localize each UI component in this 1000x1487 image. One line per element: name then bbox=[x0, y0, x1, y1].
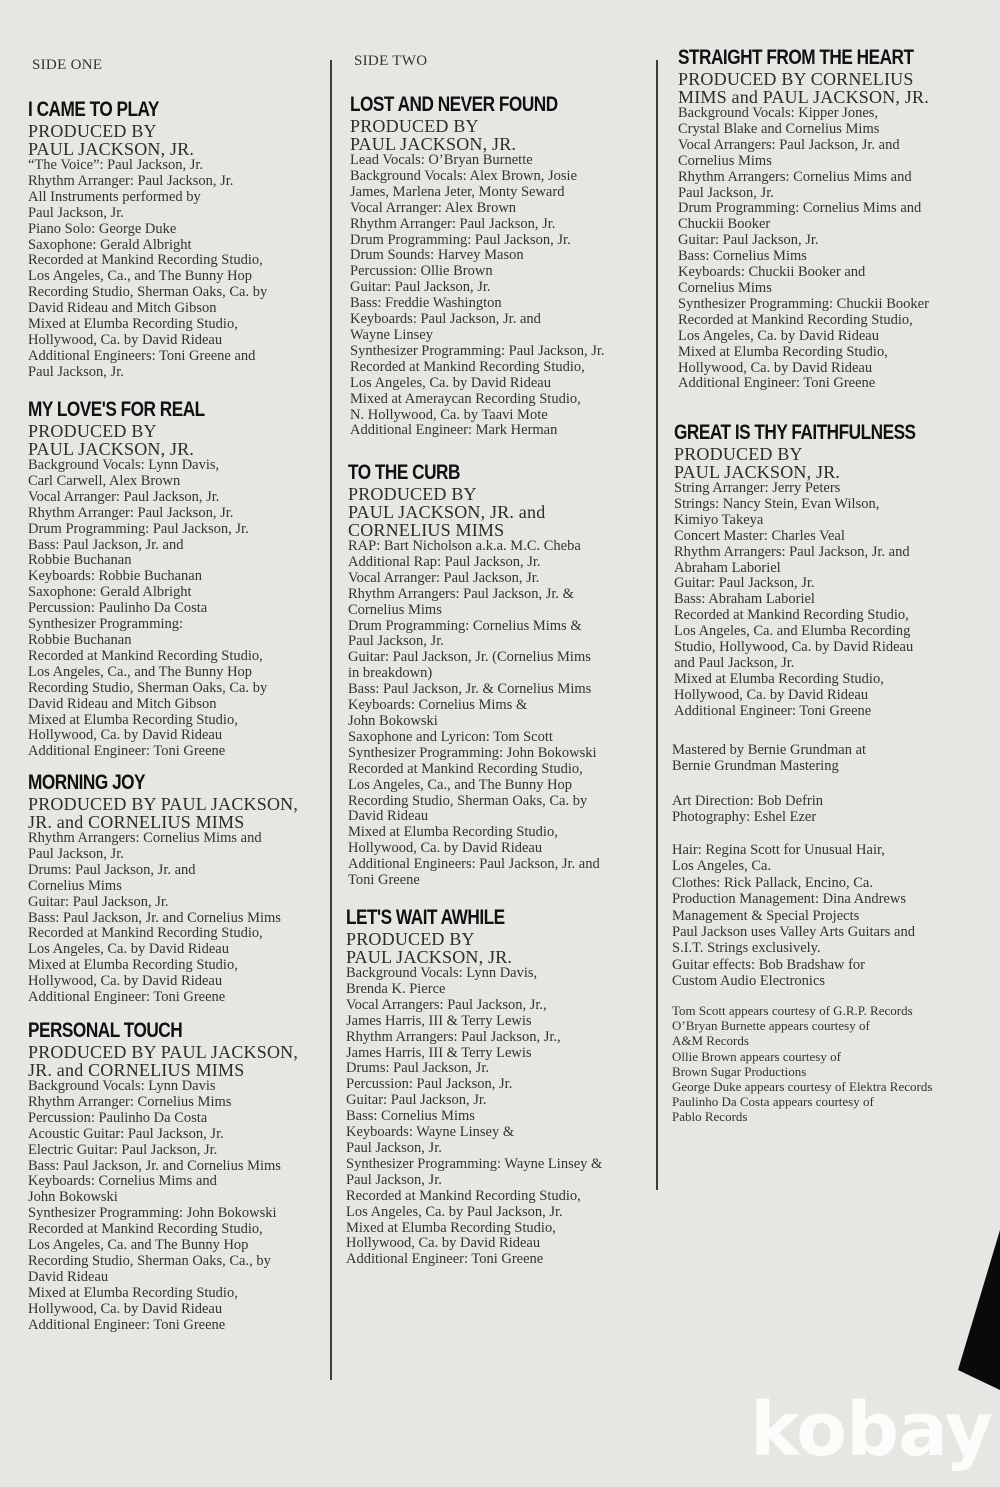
credit-line: Recorded at Mankind Recording Studio, bbox=[28, 252, 263, 269]
credit-line: Guitar: Paul Jackson, Jr. bbox=[678, 232, 819, 249]
credit-line: Bass: Paul Jackson, Jr. and bbox=[28, 536, 184, 553]
credit-line: Percussion: Paulinho Da Costa bbox=[28, 1109, 208, 1126]
producer-line: CORNELIUS MIMS bbox=[348, 520, 505, 540]
credit-line: Recorded at Mankind Recording Studio, bbox=[28, 925, 263, 942]
credit-line: Guitar: Paul Jackson, Jr. bbox=[28, 893, 169, 910]
credit-line: Synthesizer Programming: Wayne Linsey & bbox=[346, 1155, 603, 1172]
credit-line: Paul Jackson, Jr. bbox=[28, 363, 124, 380]
credit-line: Acoustic Guitar: Paul Jackson, Jr. bbox=[28, 1125, 224, 1142]
credit-line: in breakdown) bbox=[348, 665, 433, 682]
credit-line: Bass: Abraham Laboriel bbox=[674, 591, 815, 608]
credit-line: Hollywood, Ca. by David Rideau bbox=[678, 359, 873, 376]
producer-line: MIMS and PAUL JACKSON, JR. bbox=[678, 87, 929, 107]
credit-line: A&M Records bbox=[672, 1033, 749, 1049]
record-edge-shape bbox=[958, 1230, 1000, 1390]
credit-line: Rhythm Arrangers: Cornelius Mims and bbox=[678, 168, 912, 185]
producer-line: JR. and CORNELIUS MIMS bbox=[28, 1060, 245, 1080]
credit-line: Recording Studio, Sherman Oaks, Ca. by bbox=[28, 284, 268, 301]
producer-line: PRODUCED BY bbox=[674, 444, 803, 464]
credit-line: Vocal Arrangers: Paul Jackson, Jr. and bbox=[678, 136, 900, 153]
credit-line: Cornelius Mims bbox=[678, 279, 772, 296]
credit-line: Hollywood, Ca. by David Rideau bbox=[674, 686, 869, 703]
producer-line: PAUL JACKSON, JR. and bbox=[348, 502, 546, 522]
credit-line: Electric Guitar: Paul Jackson, Jr. bbox=[28, 1141, 218, 1158]
credit-line: Cornelius Mims bbox=[678, 152, 772, 169]
credit-line: Mixed at Elumba Recording Studio, bbox=[28, 1284, 238, 1301]
credit-line: Additional Engineers: Toni Greene and bbox=[28, 347, 256, 364]
credit-line: Additional Engineer: Toni Greene bbox=[28, 1316, 226, 1333]
credit-line: Hair: Regina Scott for Unusual Hair, bbox=[672, 842, 885, 858]
credit-line: Additional Engineer: Mark Herman bbox=[350, 422, 558, 439]
credit-line: Ollie Brown appears courtesy of bbox=[672, 1048, 841, 1064]
credit-line: Robbie Buchanan bbox=[28, 631, 132, 648]
credit-line: Drum Programming: Cornelius Mims and bbox=[678, 200, 922, 217]
credit-line: Recorded at Mankind Recording Studio, bbox=[674, 607, 909, 624]
producer-line: PAUL JACKSON, JR. bbox=[28, 139, 195, 159]
producer-line: JR. and CORNELIUS MIMS bbox=[28, 812, 245, 832]
producer-line: PRODUCED BY CORNELIUS bbox=[678, 69, 914, 89]
side-one-label: SIDE ONE bbox=[32, 57, 103, 73]
credit-line: Percussion: Ollie Brown bbox=[350, 263, 493, 280]
song-title: STRAIGHT FROM THE HEART bbox=[678, 46, 914, 69]
credit-line: Background Vocals: Lynn Davis, bbox=[28, 457, 220, 473]
credit-line: Mixed at Elumba Recording Studio, bbox=[678, 343, 888, 360]
credit-line: Studio, Hollywood, Ca. by David Rideau bbox=[674, 639, 914, 656]
producer-line: PRODUCED BY bbox=[28, 121, 157, 141]
credit-line: Los Angeles, Ca., and The Bunny Hop bbox=[348, 776, 573, 793]
credit-line: Brown Sugar Productions bbox=[672, 1063, 807, 1079]
credit-line: Recorded at Mankind Recording Studio, bbox=[348, 760, 583, 777]
credit-line: Mixed at Elumba Recording Studio, bbox=[346, 1219, 556, 1236]
credit-line: Drum Programming: Paul Jackson, Jr. bbox=[350, 231, 571, 248]
watermark-logo: kobay bbox=[750, 1387, 992, 1473]
producer-line: PRODUCED BY PAUL JACKSON, bbox=[28, 1042, 299, 1062]
producer-line: PRODUCED BY bbox=[350, 116, 479, 136]
credit-line: Mixed at Elumba Recording Studio, bbox=[674, 670, 884, 687]
song-title: PERSONAL TOUCH bbox=[28, 1019, 183, 1042]
credit-line: Recorded at Mankind Recording Studio, bbox=[28, 1221, 263, 1238]
credit-line: Drum Programming: Cornelius Mims & bbox=[348, 617, 582, 634]
credit-line: David Rideau and Mitch Gibson bbox=[28, 300, 217, 317]
credit-line: Paul Jackson, Jr. bbox=[28, 204, 124, 221]
credit-line: Hollywood, Ca. by David Rideau bbox=[28, 727, 223, 744]
credit-line: S.I.T. Strings exclusively. bbox=[672, 940, 821, 957]
song-block-great-is-thy-faithfulness bbox=[674, 421, 984, 720]
credit-line: Los Angeles, Ca. by Paul Jackson, Jr. bbox=[346, 1203, 563, 1220]
credit-line: Recording Studio, Sherman Oaks, Ca. by bbox=[348, 792, 588, 809]
credit-line: Mixed at Elumba Recording Studio, bbox=[348, 824, 558, 841]
credit-line: David Rideau bbox=[28, 1268, 109, 1285]
credit-line: Bass: Cornelius Mims bbox=[678, 248, 807, 265]
credit-line: Robbie Buchanan bbox=[28, 552, 132, 569]
credit-line: Brenda K. Pierce bbox=[346, 980, 446, 997]
song-block-straight-from-the-heart bbox=[678, 46, 988, 392]
side-two-label: SIDE TWO bbox=[354, 53, 428, 69]
credit-line: Drum Programming: Paul Jackson, Jr. bbox=[28, 520, 249, 537]
credit-line: Guitar: Paul Jackson, Jr. bbox=[346, 1092, 487, 1109]
song-block-i-came-to-play bbox=[28, 98, 328, 381]
credit-line: Synthesizer Programming: Paul Jackson, Jr. bbox=[350, 342, 605, 359]
credit-line: Chuckii Booker bbox=[678, 216, 771, 233]
credit-line: Recorded at Mankind Recording Studio, bbox=[678, 311, 913, 328]
credit-line: Background Vocals: Lynn Davis, bbox=[346, 965, 538, 981]
producer-line: PRODUCED BY bbox=[28, 421, 157, 441]
credit-line: Los Angeles, Ca. by David Rideau bbox=[28, 941, 229, 958]
credit-line: Keyboards: Cornelius Mims & bbox=[348, 697, 528, 714]
credit-line: Los Angeles, Ca. by David Rideau bbox=[678, 327, 879, 344]
credit-line: Rhythm Arrangers: Paul Jackson, Jr., bbox=[346, 1028, 561, 1045]
credit-line: Additional Engineer: Toni Greene bbox=[674, 702, 872, 719]
credit-line: Drum Sounds: Harvey Mason bbox=[350, 247, 524, 264]
credit-line: Piano Solo: George Duke bbox=[28, 220, 177, 237]
credit-line: Custom Audio Electronics bbox=[672, 973, 826, 990]
credit-line: Additional Engineer: Toni Greene bbox=[28, 989, 226, 1006]
column-divider bbox=[330, 60, 332, 1380]
credit-line: Paulinho Da Costa appears courtesy of bbox=[672, 1094, 874, 1110]
producer-line: PAUL JACKSON, JR. bbox=[28, 439, 195, 459]
credit-line: Additional Engineer: Toni Greene bbox=[28, 743, 226, 760]
producer-line: PAUL JACKSON, JR. bbox=[674, 462, 841, 482]
credit-line: Bass: Cornelius Mims bbox=[346, 1108, 475, 1125]
credit-line: Hollywood, Ca. by David Rideau bbox=[346, 1235, 541, 1252]
credit-line: Mixed at Elumba Recording Studio, bbox=[28, 711, 238, 728]
credit-line: Cornelius Mims bbox=[28, 877, 122, 894]
credit-line: Los Angeles, Ca. bbox=[672, 858, 772, 875]
credit-line: Lead Vocals: O’Bryan Burnette bbox=[350, 152, 533, 168]
credit-line: Pablo Records bbox=[672, 1109, 748, 1125]
credit-line: Carl Carwell, Alex Brown bbox=[28, 472, 181, 489]
credit-line: Bass: Paul Jackson, Jr. and Cornelius Mims bbox=[28, 909, 281, 926]
credit-line: Los Angeles, Ca. and The Bunny Hop bbox=[28, 1237, 249, 1254]
credit-line: Keyboards: Robbie Buchanan bbox=[28, 568, 202, 585]
credit-line: Clothes: Rick Pallack, Encino, Ca. bbox=[672, 874, 873, 891]
credit-line: Concert Master: Charles Veal bbox=[674, 527, 845, 544]
credit-line: Paul Jackson, Jr. bbox=[678, 184, 774, 201]
producer-line: PRODUCED BY PAUL JACKSON, bbox=[28, 794, 299, 814]
credit-line: Recording Studio, Sherman Oaks, Ca. by bbox=[28, 679, 268, 696]
credit-line: Rhythm Arrangers: Cornelius Mims and bbox=[28, 830, 262, 846]
credit-line: James Harris, III & Terry Lewis bbox=[346, 1044, 532, 1061]
credit-line: Paul Jackson, Jr. bbox=[348, 633, 444, 650]
song-title: LOST AND NEVER FOUND bbox=[350, 93, 558, 116]
credit-line: Paul Jackson, Jr. bbox=[346, 1139, 442, 1156]
credit-line: Art Direction: Bob Defrin bbox=[672, 793, 824, 809]
art-credits bbox=[672, 793, 982, 826]
credit-line: Additional Rap: Paul Jackson, Jr. bbox=[348, 553, 541, 570]
song-block-morning-joy bbox=[28, 771, 328, 1006]
mastering-credits bbox=[672, 742, 982, 775]
misc-credits bbox=[672, 842, 982, 990]
credit-line: Synthesizer Programming: John Bokowski bbox=[348, 744, 597, 761]
credit-line: Paul Jackson, Jr. bbox=[346, 1171, 442, 1188]
credit-line: Rhythm Arrangers: Paul Jackson, Jr. & bbox=[348, 585, 574, 602]
credit-line: Synthesizer Programming: Chuckii Booker bbox=[678, 295, 929, 312]
credit-line: N. Hollywood, Ca. by Taavi Mote bbox=[350, 406, 548, 423]
credit-line: Keyboards: Chuckii Booker and bbox=[678, 264, 866, 281]
credit-line: Background Vocals: Lynn Davis bbox=[28, 1078, 216, 1094]
credit-line: Saxophone and Lyricon: Tom Scott bbox=[348, 728, 553, 745]
credit-line: Paul Jackson, Jr. bbox=[28, 845, 124, 862]
credit-line: Hollywood, Ca. by David Rideau bbox=[28, 331, 223, 348]
credit-line: John Bokowski bbox=[348, 712, 438, 729]
credit-line: Keyboards: Wayne Linsey & bbox=[346, 1124, 515, 1141]
song-block-personal-touch bbox=[28, 1019, 328, 1334]
credit-line: James, Marlena Jeter, Monty Seward bbox=[350, 183, 565, 200]
credit-line: Vocal Arranger: Alex Brown bbox=[350, 199, 517, 216]
credit-line: Guitar: Paul Jackson, Jr. (Cornelius Mims bbox=[348, 649, 591, 666]
credit-line: Toni Greene bbox=[348, 872, 420, 889]
credit-line: Background Vocals: Alex Brown, Josie bbox=[350, 167, 578, 184]
credit-line: Guitar: Paul Jackson, Jr. bbox=[674, 575, 815, 592]
credit-line: “The Voice”: Paul Jackson, Jr. bbox=[28, 157, 204, 173]
credit-line: Management & Special Projects bbox=[672, 907, 860, 924]
song-block-lets-wait-awhile bbox=[346, 906, 646, 1268]
credit-line: James Harris, III & Terry Lewis bbox=[346, 1012, 532, 1029]
credit-line: Keyboards: Cornelius Mims and bbox=[28, 1173, 217, 1190]
credit-line: Strings: Nancy Stein, Evan Wilson, bbox=[674, 495, 880, 512]
song-title: MORNING JOY bbox=[28, 771, 146, 794]
producer-line: PAUL JACKSON, JR. bbox=[346, 947, 513, 967]
credit-line: Los Angeles, Ca., and The Bunny Hop bbox=[28, 268, 253, 285]
credit-line: Additional Engineer: Toni Greene bbox=[346, 1251, 544, 1268]
credit-line: Tom Scott appears courtesy of G.R.P. Records bbox=[672, 1003, 913, 1018]
credit-line: Background Vocals: Kipper Jones, bbox=[678, 105, 879, 121]
credit-line: Hollywood, Ca. by David Rideau bbox=[348, 840, 543, 857]
producer-line: PAUL JACKSON, JR. bbox=[350, 134, 517, 154]
credit-line: Rhythm Arranger: Cornelius Mims bbox=[28, 1093, 232, 1110]
producer-line: PRODUCED BY bbox=[348, 484, 477, 504]
credit-line: Bass: Freddie Washington bbox=[350, 295, 502, 312]
credit-line: Bass: Paul Jackson, Jr. & Cornelius Mims bbox=[348, 681, 592, 698]
credit-line: Cornelius Mims bbox=[348, 601, 442, 618]
song-block-my-loves-for-real bbox=[28, 398, 328, 760]
credit-line: Saxophone: Gerald Albright bbox=[28, 584, 192, 601]
credit-line: Mixed at Ameraycan Recording Studio, bbox=[350, 390, 581, 407]
credit-line: Percussion: Paulinho Da Costa bbox=[28, 600, 208, 617]
credit-line: Hollywood, Ca. by David Rideau bbox=[28, 973, 223, 990]
column-divider bbox=[656, 60, 658, 1190]
credit-line: David Rideau bbox=[348, 808, 429, 825]
credit-line: Crystal Blake and Cornelius Mims bbox=[678, 120, 880, 137]
song-block-lost-and-never-found bbox=[350, 93, 650, 439]
credit-line: Los Angeles, Ca. and Elumba Recording bbox=[674, 623, 911, 640]
credit-line: Synthesizer Programming: bbox=[28, 616, 184, 633]
credit-line: Kimiyo Takeya bbox=[674, 511, 764, 528]
credit-line: Mastered by Bernie Grundman at bbox=[672, 742, 867, 758]
credit-line: Rhythm Arranger: Paul Jackson, Jr. bbox=[28, 172, 234, 189]
credit-line: Vocal Arrangers: Paul Jackson, Jr., bbox=[346, 996, 547, 1013]
credit-line: Recorded at Mankind Recording Studio, bbox=[28, 647, 263, 664]
courtesy-credits bbox=[672, 1003, 982, 1125]
credit-line: Vocal Arranger: Paul Jackson, Jr. bbox=[348, 569, 540, 586]
credit-line: Drums: Paul Jackson, Jr. and bbox=[28, 861, 196, 878]
credit-line: O’Bryan Burnette appears courtesy of bbox=[672, 1018, 870, 1034]
credit-line: Keyboards: Paul Jackson, Jr. and bbox=[350, 311, 541, 328]
credit-line: Rhythm Arranger: Paul Jackson, Jr. bbox=[28, 504, 234, 521]
credit-line: Mixed at Elumba Recording Studio, bbox=[28, 316, 238, 333]
song-title: MY LOVE'S FOR REAL bbox=[28, 398, 205, 421]
credit-line: Drums: Paul Jackson, Jr. bbox=[346, 1060, 489, 1077]
producer-line: PRODUCED BY bbox=[346, 929, 475, 949]
song-title: GREAT IS THY FAITHFULNESS bbox=[674, 421, 916, 444]
credit-line: Paul Jackson uses Valley Arts Guitars and bbox=[672, 924, 915, 941]
credit-line: Synthesizer Programming: John Bokowski bbox=[28, 1205, 277, 1222]
credit-line: David Rideau and Mitch Gibson bbox=[28, 695, 217, 712]
credit-line: Recorded at Mankind Recording Studio, bbox=[346, 1187, 581, 1204]
credit-line: Photography: Eshel Ezer bbox=[672, 809, 817, 826]
credit-line: Bernie Grundman Mastering bbox=[672, 758, 839, 775]
credit-line: Los Angeles, Ca. by David Rideau bbox=[350, 374, 551, 391]
credit-line: Recording Studio, Sherman Oaks, Ca., by bbox=[28, 1252, 271, 1269]
credit-line: Abraham Laboriel bbox=[674, 559, 781, 576]
credit-line: Saxophone: Gerald Albright bbox=[28, 236, 192, 253]
credit-line: Vocal Arranger: Paul Jackson, Jr. bbox=[28, 488, 220, 505]
credit-line: Hollywood, Ca. by David Rideau bbox=[28, 1300, 223, 1317]
credit-line: Production Management: Dina Andrews bbox=[672, 891, 906, 908]
credit-line: Los Angeles, Ca., and The Bunny Hop bbox=[28, 663, 253, 680]
credit-line: Additional Engineers: Paul Jackson, Jr. and bbox=[348, 856, 600, 873]
song-title: TO THE CURB bbox=[348, 461, 460, 484]
credit-line: Guitar: Paul Jackson, Jr. bbox=[350, 279, 491, 296]
credit-line: and Paul Jackson, Jr. bbox=[674, 654, 795, 671]
credit-line: String Arranger: Jerry Peters bbox=[674, 480, 841, 496]
credit-line: Rhythm Arranger: Paul Jackson, Jr. bbox=[350, 215, 556, 232]
credit-line: Mixed at Elumba Recording Studio, bbox=[28, 957, 238, 974]
credit-line: Rhythm Arrangers: Paul Jackson, Jr. and bbox=[674, 543, 910, 560]
credit-line: Bass: Paul Jackson, Jr. and Cornelius Mims bbox=[28, 1157, 281, 1174]
song-title: I CAME TO PLAY bbox=[28, 98, 159, 121]
credit-line: John Bokowski bbox=[28, 1189, 118, 1206]
song-title: LET'S WAIT AWHILE bbox=[346, 906, 505, 929]
credit-line: Additional Engineer: Toni Greene bbox=[678, 375, 876, 392]
credit-line: Wayne Linsey bbox=[350, 326, 433, 343]
credit-line: RAP: Bart Nicholson a.k.a. M.C. Cheba bbox=[348, 538, 581, 554]
credit-line: George Duke appears courtesy of Elektra Records bbox=[672, 1079, 933, 1095]
credit-line: Percussion: Paul Jackson, Jr. bbox=[346, 1076, 513, 1093]
credit-line: Guitar effects: Bob Bradshaw for bbox=[672, 956, 866, 973]
song-block-to-the-curb bbox=[348, 461, 648, 889]
credit-line: Recorded at Mankind Recording Studio, bbox=[350, 358, 585, 375]
credit-line: All Instruments performed by bbox=[28, 188, 201, 205]
